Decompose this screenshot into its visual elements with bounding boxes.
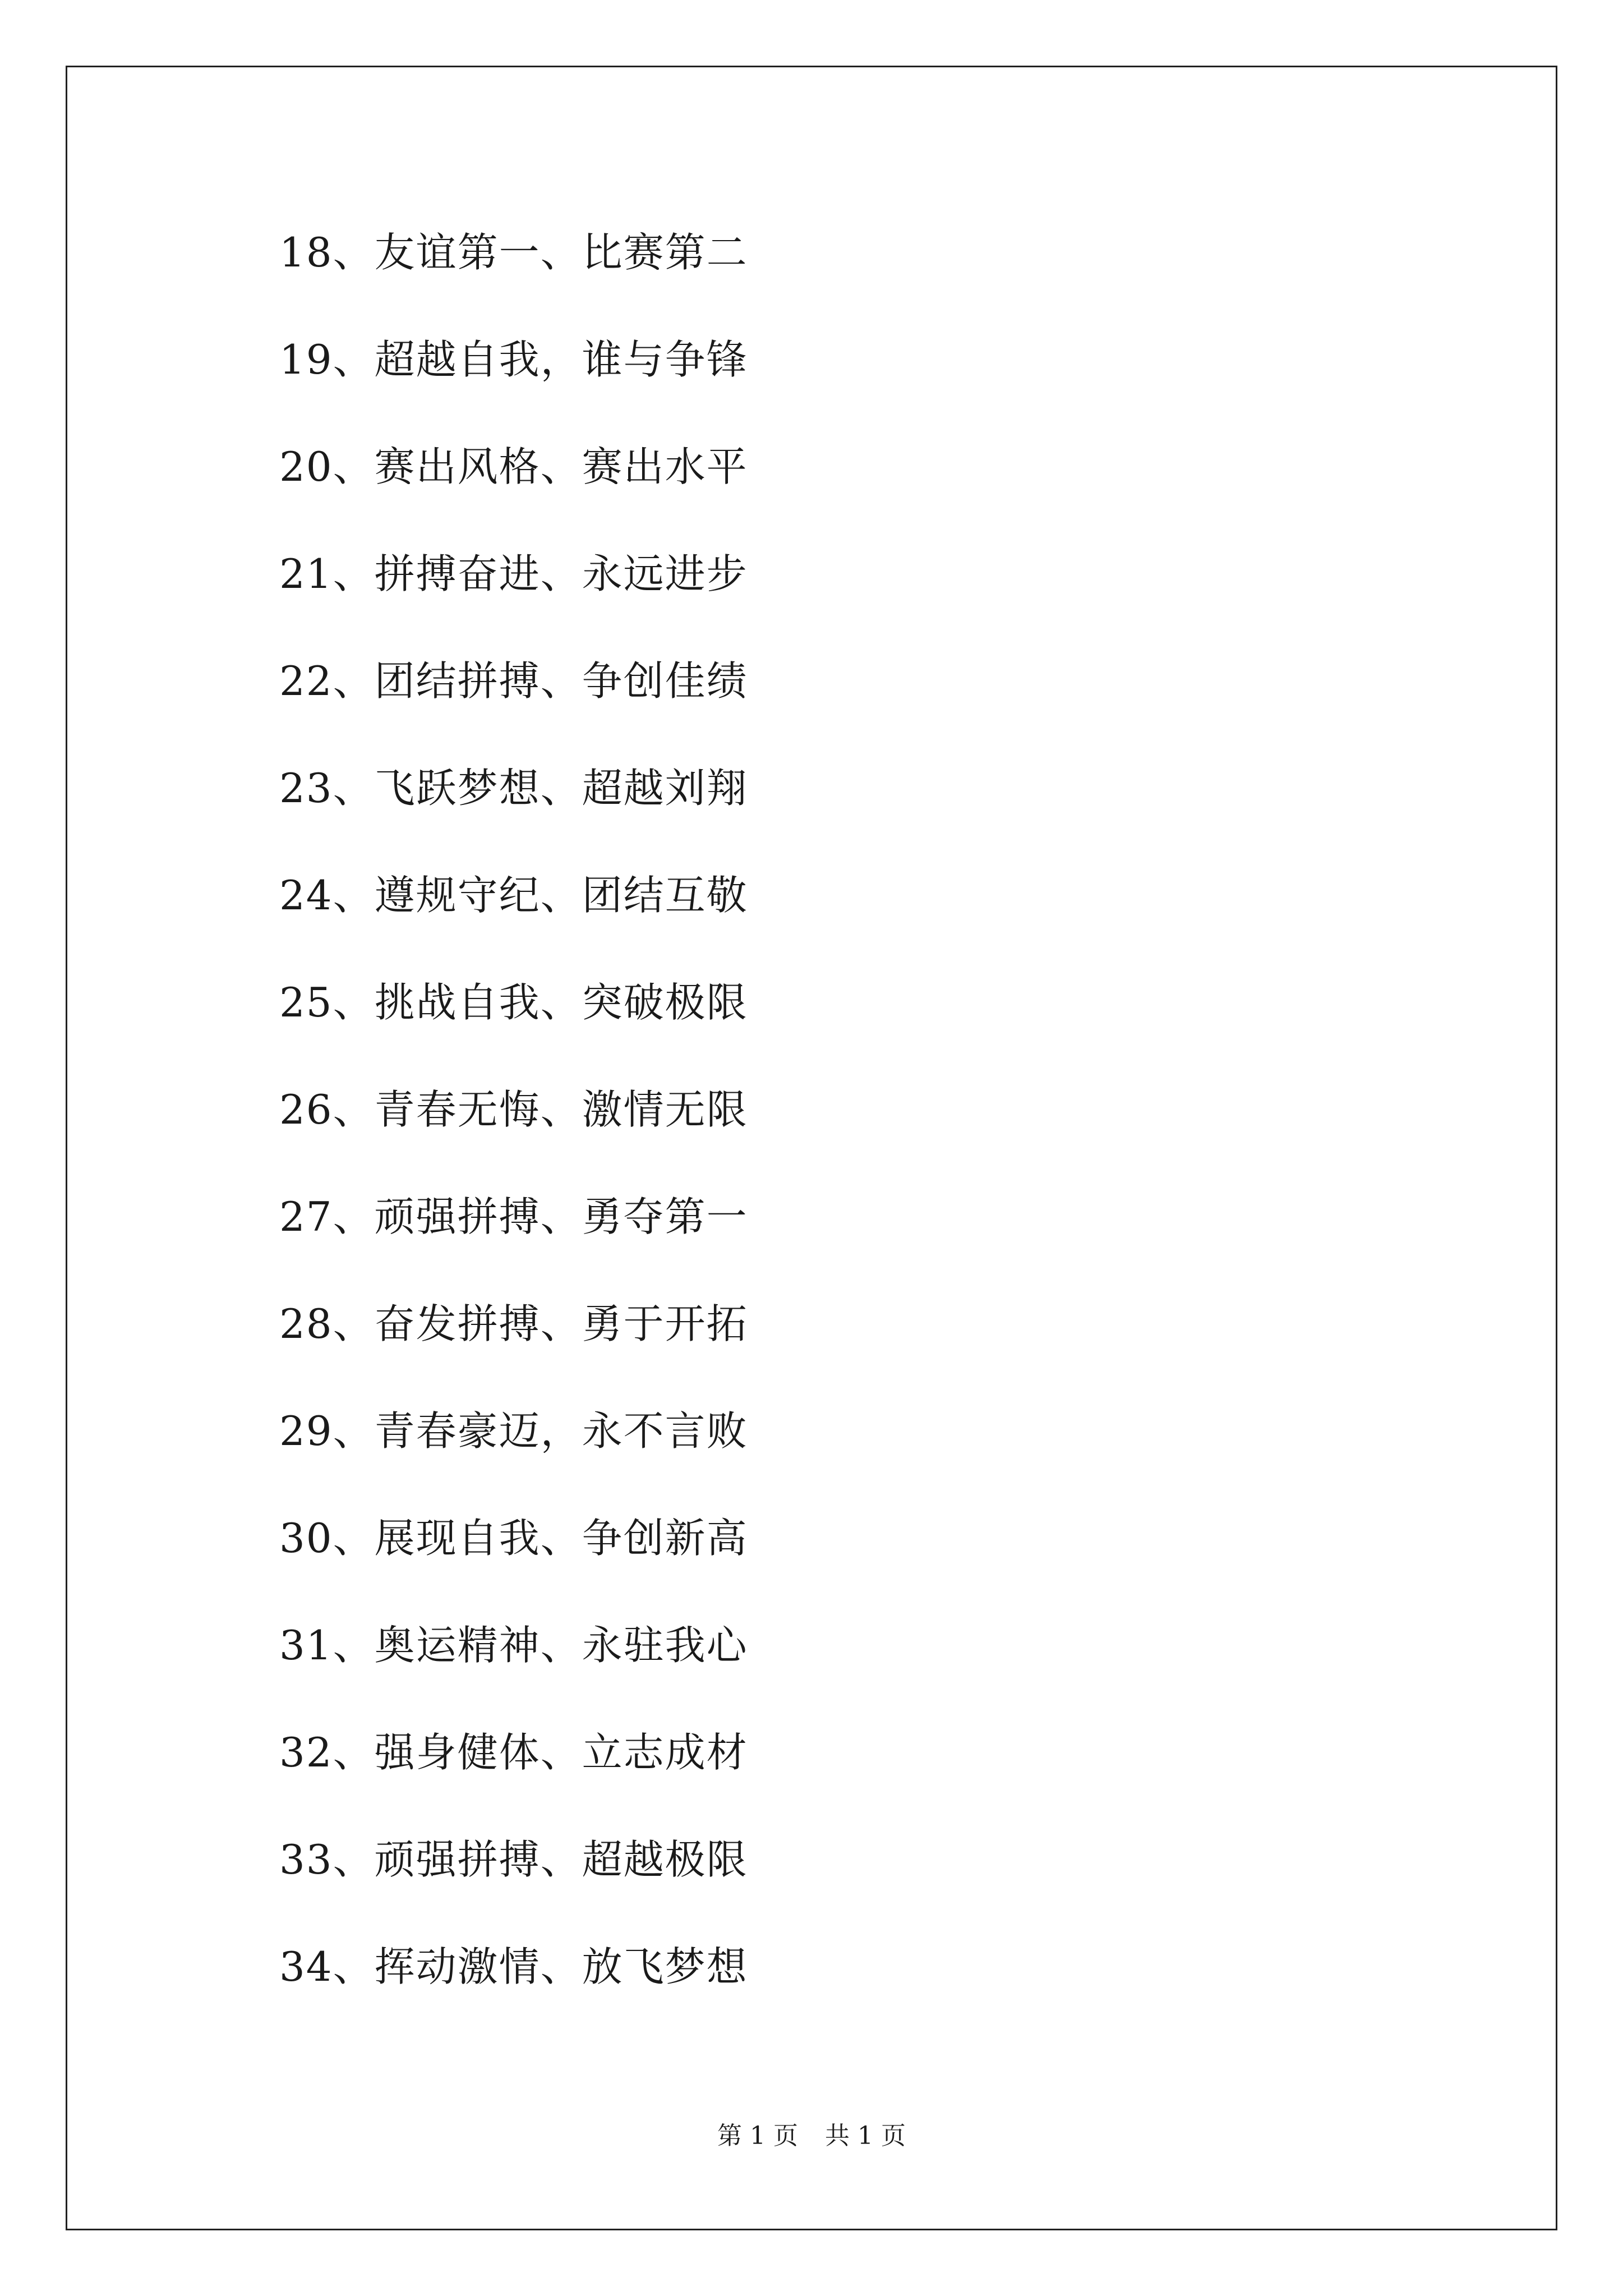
list-item: [279, 1504, 748, 1612]
slogan-list: [279, 219, 748, 2040]
page-number-current: 第 1 页: [717, 2122, 798, 2150]
list-item: [279, 754, 748, 862]
list-item: [279, 540, 748, 647]
slogan-text: 33、顽强拼搏、超越极限: [279, 1836, 748, 1883]
slogan-text: 28、奋发拼搏、勇于开拓: [279, 1300, 748, 1347]
slogan-text: 21、拼搏奋进、永远进步: [279, 550, 748, 597]
list-item: [279, 1076, 748, 1183]
list-item: [279, 1183, 748, 1290]
list-item: [279, 1933, 748, 2040]
slogan-text: 23、飞跃梦想、超越刘翔: [279, 765, 748, 812]
slogan-text: 22、团结拼搏、争创佳绩: [279, 657, 748, 705]
list-item: [279, 1290, 748, 1397]
slogan-text: 25、挑战自我、突破极限: [279, 979, 748, 1026]
list-item: [279, 433, 748, 540]
list-item: [279, 1397, 748, 1504]
slogan-text: 20、赛出风格、赛出水平: [279, 443, 748, 490]
page-footer: [0, 2119, 1623, 2153]
list-item: [279, 219, 748, 326]
list-item: [279, 1719, 748, 1826]
list-item: [279, 862, 748, 969]
slogan-text: 34、挥动激情、放飞梦想: [279, 1943, 748, 1990]
list-item: [279, 1612, 748, 1719]
slogan-text: 29、青春豪迈，永不言败: [279, 1407, 748, 1455]
list-item: [279, 647, 748, 754]
page-number-total: 共 1 页: [825, 2122, 906, 2150]
slogan-text: 26、青春无悔、激情无限: [279, 1086, 748, 1133]
slogan-text: 19、超越自我，谁与争锋: [279, 336, 748, 383]
slogan-text: 32、强身健体、立志成材: [279, 1729, 748, 1776]
slogan-text: 24、遵规守纪、团结互敬: [279, 872, 748, 919]
list-item: [279, 1826, 748, 1933]
slogan-text: 30、展现自我、争创新高: [279, 1515, 748, 1562]
slogan-text: 27、顽强拼搏、勇夺第一: [279, 1193, 748, 1240]
list-item: [279, 326, 748, 433]
slogan-text: 31、奥运精神、永驻我心: [279, 1622, 748, 1669]
slogan-text: 18、友谊第一、比赛第二: [279, 229, 748, 276]
list-item: [279, 969, 748, 1076]
